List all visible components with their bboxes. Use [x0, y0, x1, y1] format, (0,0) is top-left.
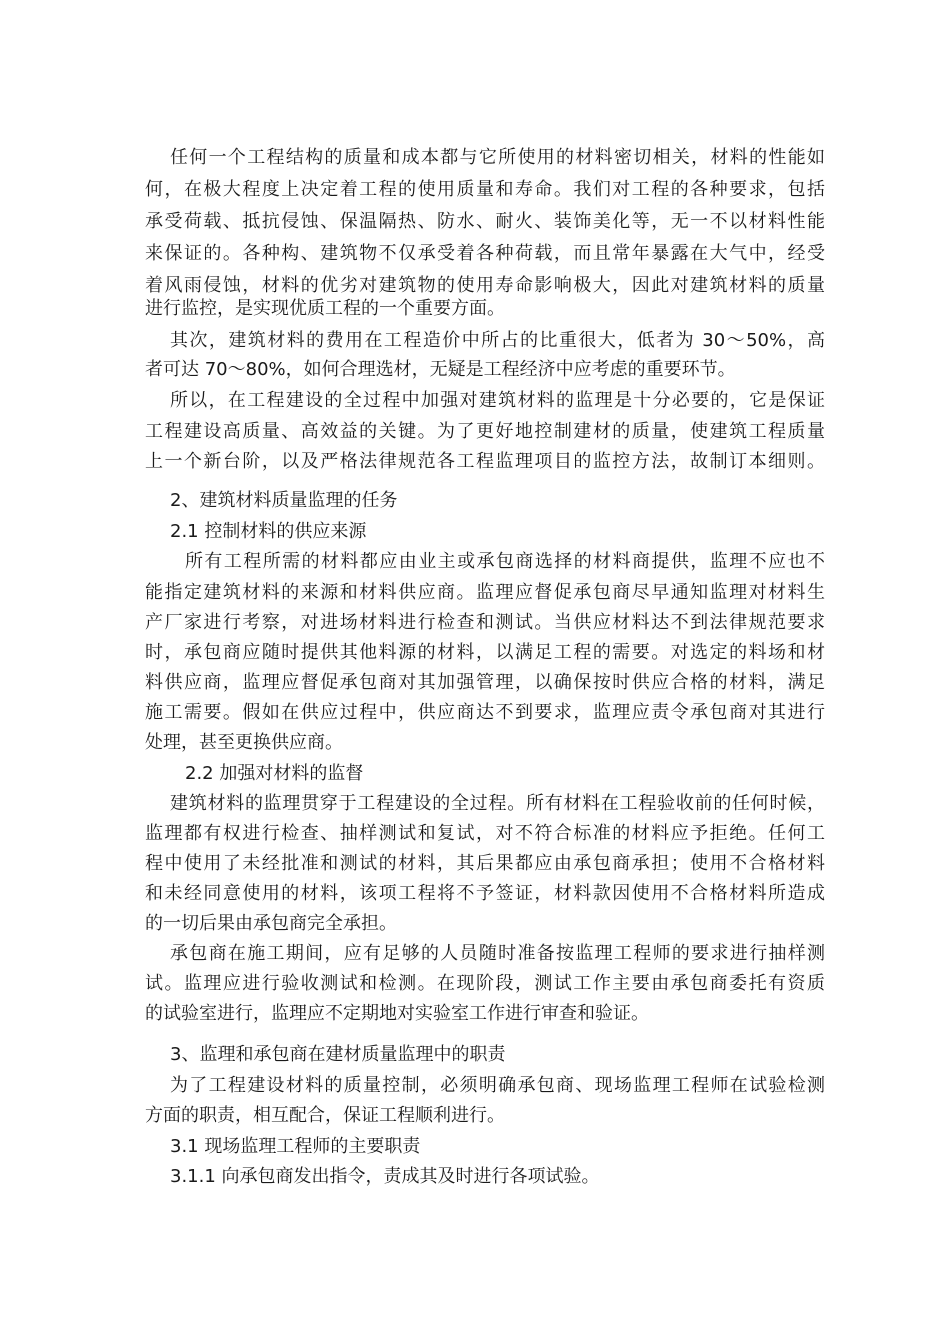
- subsection-heading: 2.2 加强对材料的监督: [185, 763, 364, 784]
- section-heading: 2、建筑材料质量监理的任务: [170, 490, 398, 511]
- paragraph-line: 承受荷载、抵抗侵蚀、保温隔热、防水、耐火、装饰美化等，无一不以材料性能: [145, 211, 825, 232]
- paragraph-line: 方面的职责，相互配合，保证工程顺利进行。: [145, 1105, 505, 1126]
- paragraph-line: 程中使用了未经批准和测试的材料，其后果都应由承包商承担；使用不合格材料: [145, 853, 825, 874]
- subsubsection-heading: 3.1.1 向承包商发出指令，责成其及时进行各项试验。: [170, 1166, 600, 1187]
- paragraph-line: 何，在极大程度上决定着工程的使用质量和寿命。我们对工程的各种要求，包括: [145, 179, 825, 200]
- paragraph-line: 所有工程所需的材料都应由业主或承包商选择的材料商提供，监理不应也不: [185, 551, 825, 572]
- paragraph-line: 料供应商，监理应督促承包商对其加强管理，以确保按时供应合格的材料，满足: [145, 672, 825, 693]
- paragraph-line: 为了工程建设材料的质量控制，必须明确承包商、现场监理工程师在试验检测: [170, 1075, 825, 1096]
- paragraph-line: 能指定建筑材料的来源和材料供应商。监理应督促承包商尽早通知监理对材料生: [145, 582, 825, 603]
- paragraph-line: 来保证的。各种构、建筑物不仅承受着各种荷载，而且常年暴露在大气中，经受: [145, 243, 825, 264]
- paragraph-line: 处理，甚至更换供应商。: [145, 732, 343, 753]
- paragraph-line: 所以，在工程建设的全过程中加强对建筑材料的监理是十分必要的，它是保证: [170, 390, 825, 411]
- paragraph-line: 工程建设高质量、高效益的关键。为了更好地控制建材的质量，使建筑工程质量: [145, 421, 825, 442]
- subsection-heading: 2.1 控制材料的供应来源: [170, 521, 367, 542]
- paragraph-line: 其次，建筑材料的费用在工程造价中所占的比重很大，低者为 30～50%，高: [170, 330, 825, 351]
- paragraph-line: 承包商在施工期间，应有足够的人员随时准备按监理工程师的要求进行抽样测: [170, 943, 825, 964]
- paragraph-line: 的试验室进行，监理应不定期地对实验室工作进行审查和验证。: [145, 1003, 649, 1024]
- paragraph-line: 施工需要。假如在供应过程中，供应商达不到要求，监理应责令承包商对其进行: [145, 702, 825, 723]
- paragraph-line: 着风雨侵蚀，材料的优劣对建筑物的使用寿命影响极大，因此对建筑材料的质量: [145, 275, 825, 296]
- paragraph-line: 时，承包商应随时提供其他料源的材料，以满足工程的需要。对选定的料场和材: [145, 642, 825, 663]
- paragraph-line: 和未经同意使用的材料，该项工程将不予签证，材料款因使用不合格材料所造成: [145, 883, 825, 904]
- paragraph-line: 者可达 70～80%，如何合理选材，无疑是工程经济中应考虑的重要环节。: [145, 359, 736, 380]
- paragraph-line: 任何一个工程结构的质量和成本都与它所使用的材料密切相关，材料的性能如: [170, 147, 825, 168]
- subsection-heading: 3.1 现场监理工程师的主要职责: [170, 1136, 421, 1157]
- paragraph-line: 试。监理应进行验收测试和检测。在现阶段，测试工作主要由承包商委托有资质: [145, 973, 825, 994]
- paragraph-line: 产厂家进行考察，对进场材料进行检查和测试。当供应材料达不到法律规范要求: [145, 612, 825, 633]
- paragraph-line: 建筑材料的监理贯穿于工程建设的全过程。所有材料在工程验收前的任何时候，: [170, 793, 825, 814]
- paragraph-line: 的一切后果由承包商完全承担。: [145, 913, 397, 934]
- paragraph-line: 监理都有权进行检查、抽样测试和复试，对不符合标准的材料应予拒绝。任何工: [145, 823, 825, 844]
- section-heading: 3、监理和承包商在建材质量监理中的职责: [170, 1044, 506, 1065]
- paragraph-line: 上一个新台阶，以及严格法律规范各工程监理项目的监控方法，故制订本细则。: [145, 451, 825, 472]
- paragraph-line: 进行监控，是实现优质工程的一个重要方面。: [145, 298, 505, 319]
